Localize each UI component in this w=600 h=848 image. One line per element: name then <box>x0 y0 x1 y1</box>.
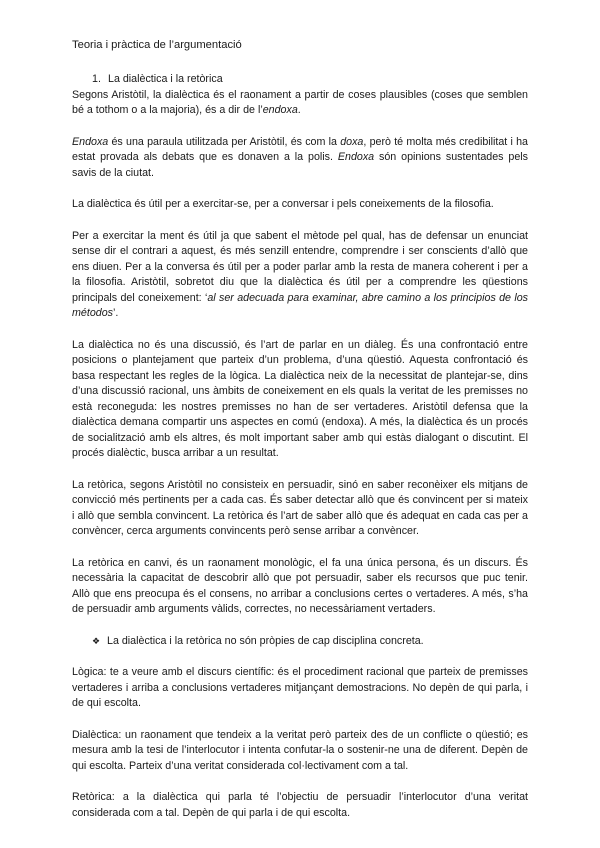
italic-term: endoxa <box>262 104 298 116</box>
text-run: és una paraula utilitzada per Aristòtil, és com la <box>108 135 341 148</box>
document-header: Teoria i pràctica de l’argumentació <box>72 39 242 51</box>
text-run: Segons Aristòtil, la dialèctica és el raonament a partir de coses plausibles (coses que semblen bé a tothom o a la majoria), és a dir de l’ <box>72 88 528 116</box>
italic-term: Endoxa <box>337 151 375 163</box>
paragraph-logic: Lògica: te a veure amb el discurs científic: és el procediment racional que parteix de premisses vertaderes i arriba a conclusions vertaderes mitjançant demostracions. No depèn de qui parla, i de qui escolta. <box>72 666 528 709</box>
bullet-text: La dialèctica i la retòrica no són pròpies de cap disciplina concreta. <box>107 634 424 647</box>
text-run: , però té molta més credibilitat i ha estat provada als debats que es donaven a la polis. <box>72 135 528 163</box>
paragraph-rhetorics: Retòrica: a la dialèctica qui parla té l’objectiu de persuadir l’interlocutor d’una veritat considerada com a tal. Depèn de qui parla i de qui escolta. <box>72 791 528 819</box>
italic-quote: al ser adecuada para examinar, abre camino a los principios de los métodos <box>72 291 528 319</box>
paragraph-utility: La dialèctica és útil per a exercitar-se, per a conversar i pels coneixements de la filosofia. <box>72 198 494 210</box>
text-run: ’. <box>113 307 119 319</box>
paragraph-exercise <box>72 229 528 322</box>
bullet-item <box>72 634 528 650</box>
text-run: Per a exercitar la ment és útil ja que sabent el mètode pel qual, has de defensar un enunciat sense dir el contrari a aquest, és més senzill entendre, comprendre i ser conscients d’allò que ens diuen. Per a la conversa és útil per a poder parlar amb la resta de manera coherent i per a la filosofia. Aristòtil, sobretot diu que la dialèctica és útil per a comprendre les qüestions principals del coneixement: ‘ <box>72 229 528 304</box>
text-run: són opinions sustentades pels savis de la ciutat. <box>72 151 528 179</box>
paragraph-rhetoric-monologic: La retòrica en canvi, és un raonament monològic, el fa una única persona, és un discurs. És necessària la capacitat de descobrir allò que pot persuadir, saber els recursos que puc tenir. Allò que ens preocupa és el consens, no arribar a conclusions certes o vertaderes. A més, s’ha de persuadir amb arguments vàlids, correctes, no necessàriament vertaders. <box>72 556 528 615</box>
section-title: La dialèctica i la retòrica <box>108 73 223 85</box>
paragraph-dialectic: La dialèctica no és una discussió, és l’art de parlar en un diàleg. És una confrontació entre posicions o plantejament que parteix d’un problema, d’una qüestió. Aquesta confrontació és basa respectant les regles de la lògica. La dialèctica neix de la necessitat de plantejar-se, dins d’una discussió racional, uns àmbits de coneixement en els quals la veritat de les premisses no està reconeguda: les nostres premisses no han de ser vertaderes. Aristòtil defensa que la dialèctica demana compartir uns aspectes en comú (endoxa). A més, la dialèctica és un procés de socialització amb els altres, és molt important saber amb qui estàs dialogant o discutint. El procés dialèctic, busca arribar a un resultat. <box>72 338 528 459</box>
text-run: . <box>297 104 301 116</box>
italic-term: Endoxa <box>72 135 109 148</box>
diamond-bullet-icon: ❖ <box>92 635 101 646</box>
italic-term: doxa <box>340 135 364 148</box>
paragraph-endoxa <box>72 135 528 182</box>
section-heading <box>72 72 528 88</box>
paragraph-dialectics: Dialèctica: un raonament que tendeix a la veritat però parteix des de un conflicte o qüestió; es mesura amb la tesi de l’interlocutor i intenta confutar-la o sostenir-ne una de diferent. Depèn de qui escolta. Parteix d’una veritat considerada col·lectivament com a tal. <box>72 728 528 772</box>
paragraph-rhetoric: La retòrica, segons Aristòtil no consisteix en persuadir, sinó en saber reconèixer els mitjans de convicció més pertinents per a cada cas. És saber detectar allò que és convincent per si mateix i allò que sembla convincent. La retòrica és l’art de saber allò que és adequat en cada cas per a convèncer, cerca arguments convincents però sense arribar a convèncer. <box>72 478 528 537</box>
section-number: 1. <box>92 73 101 85</box>
paragraph-endoxa-definition <box>72 88 528 119</box>
